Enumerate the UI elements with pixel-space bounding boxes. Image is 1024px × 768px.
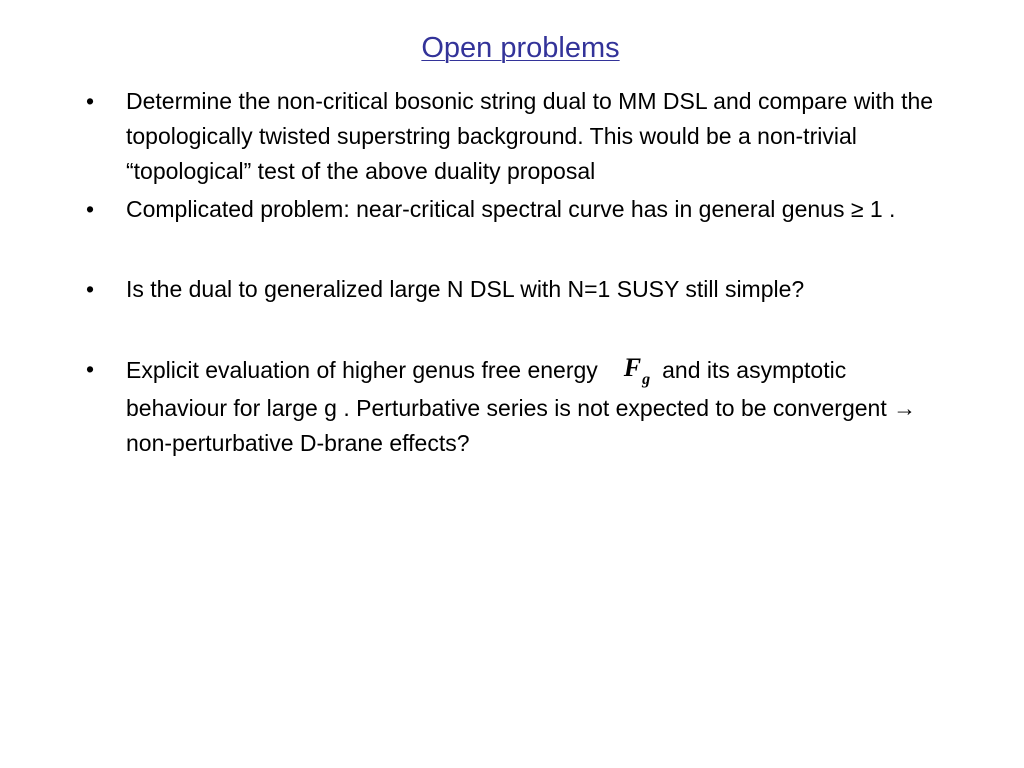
list-item xyxy=(86,272,946,307)
list-item xyxy=(86,352,946,461)
formula-main: F xyxy=(623,353,642,382)
bullet-list xyxy=(86,84,946,461)
bullet-text-start: Explicit evaluation of higher genus free energy xyxy=(126,357,598,383)
bullet-text: Complicated problem: near-critical spectral curve has in general genus ≥ 1 . xyxy=(126,196,896,222)
bullet-marker: • xyxy=(86,196,95,222)
list-item xyxy=(86,84,946,189)
bullet-marker: • xyxy=(86,356,95,382)
list-item xyxy=(86,192,946,227)
bullet-text: Is the dual to generalized large N DSL with N=1 SUSY still simple? xyxy=(126,276,805,302)
slide-title: Open problems xyxy=(421,32,620,64)
bullet-text: Determine the non-critical bosonic string dual to MM DSL and compare with the topologically twisted superstring background. This would be a non-trivial “topological” test of the above duality proposal xyxy=(126,88,934,184)
bullet-marker: • xyxy=(86,88,95,114)
bullet-marker: • xyxy=(86,276,95,302)
free-energy-formula xyxy=(624,350,650,389)
formula-subscript: g xyxy=(642,371,651,388)
bullet-text-end: and its asymptotic behaviour for large g . Perturbative series is not expected to be convergent → non-perturbative D-brane effects? xyxy=(126,357,917,456)
